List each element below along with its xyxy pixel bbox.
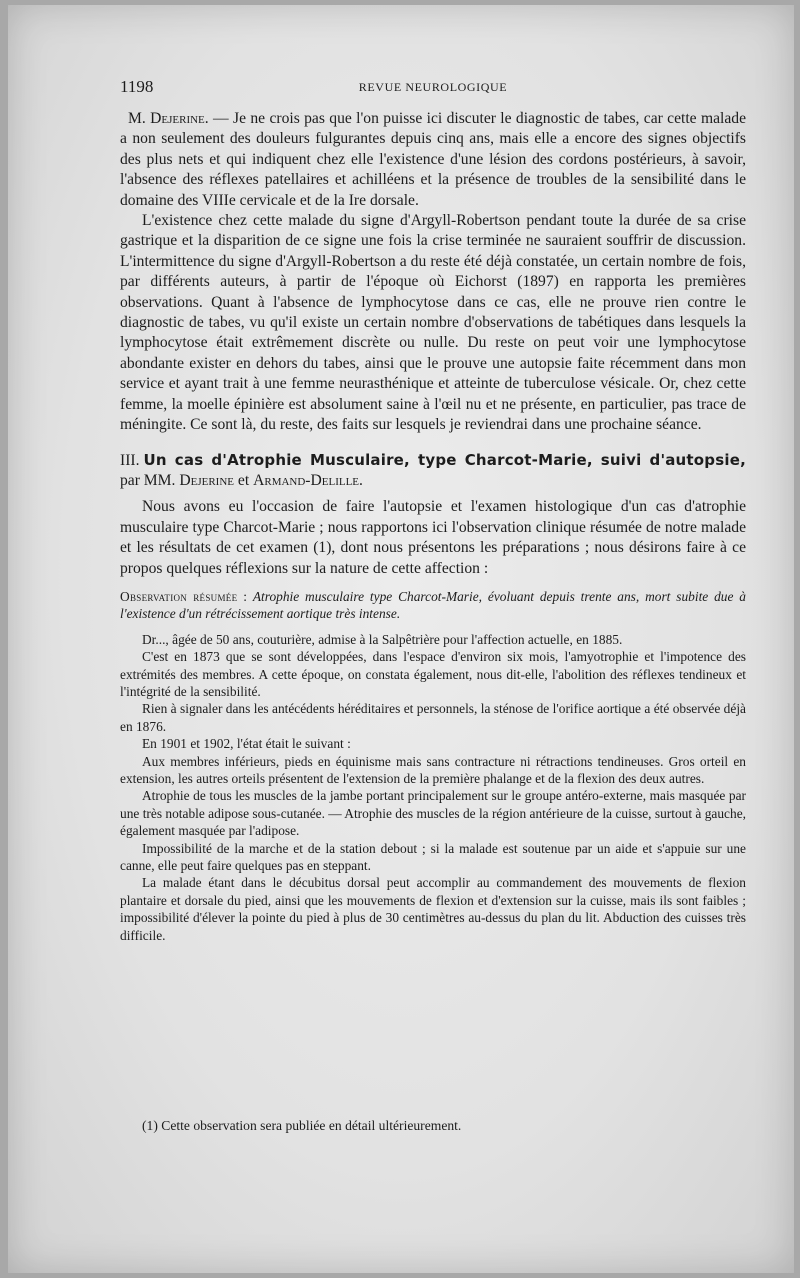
observation-heading: Observation résumée : Atrophie musculaire type Charcot-Marie, évoluant depuis trente ans, mort subite due à l'existence d'un rétrécissement aortique très intense. — [120, 588, 747, 622]
observation-paragraph: En 1901 et 1902, l'état était le suivant : — [142, 736, 351, 752]
section-intro: Nous avons eu l'occasion de faire l'autopsie et l'examen histologique d'un cas d'atrophie musculaire type Charcot-Marie ; nous rapportons ici l'observation clinique résumée de notre malade et les résultats de cet examen (1), dont nous présentons les préparations ; nous désirons faire à ce propos quelques réflexions sur la nature de cette affection : — [120, 498, 746, 577]
footnote: (1) Cette observation sera publiée en détail ultérieurement. — [142, 1118, 462, 1133]
observation-text — [120, 631, 746, 944]
section-author-1: Dejerine — [179, 471, 235, 489]
discussion-text-1: — Je ne crois pas que l'on puisse ici discuter le diagnostic de tabes, car cette malade a non seulement des douleurs fulgurantes depuis cinq ans, mais elle a encore des signes objectifs des plus nets et qui indiquent chez elle l'existence d'une lésion des cordons postérieurs, à savoir, l'absence des réflexes patellaires et achilléens et la présence de troubles de la sensibilité dans le domaine des VIIIe cervicale et de la Ire dorsale. — [120, 110, 746, 209]
observation-paragraph: C'est en 1873 que se sont développées, dans l'espace d'environ six mois, l'amyotrophie et l'impotence des extrémités des membres. A cette époque, on constata également, nous dit-elle, l'abolition des réflexes tendineux et l'intégrité de la sensibilité. — [120, 649, 746, 699]
article-body — [120, 109, 746, 944]
running-head — [120, 77, 746, 97]
section-number: III. — [120, 451, 140, 469]
observation-label: Observation résumée — [120, 588, 238, 604]
discussion-paragraph-1 — [120, 109, 746, 211]
observation-paragraph: Rien à signaler dans les antécédents héréditaires et personnels, la sténose de l'orifice aortique a été observée déjà en 1876. — [120, 701, 746, 734]
page-number: 1198 — [120, 77, 154, 96]
section-title: Un cas d'Atrophie Musculaire, type Charcot-Marie, suivi d'autopsie, — [143, 450, 746, 469]
observation-paragraph: Impossibilité de la marche et de la station debout ; si la malade est soutenue par un aide et s'appuie sur une canne, elle peut faire quelques pas en steppant. — [120, 840, 746, 874]
observation-paragraph: Aux membres inférieurs, pieds en équinisme mais sans contracture ni rétractions tendineuses. Gros orteil en extension, les autres orteils présentent de l'extension de la première phalange et de la flexion des deux autres. — [120, 753, 746, 786]
section-and: et — [237, 471, 250, 489]
speaker-name: M. Dejerine. — [128, 110, 209, 127]
discussion-paragraph-2: L'existence chez cette malade du signe d'Argyll-Robertson pendant toute la durée de sa crise gastrique et la disparition de ce signe une fois la crise terminée ne sauraient souffrir de discussion. L'intermittence du signe d'Argyll-Robertson a du reste été déjà constatée, un certain nombre de fois, par différents auteurs, à partir de l'époque où Eichorst (1897) en rapporta les premières observations. Quant à l'absence de lymphocytose dans ce cas, elle ne prouve rien contre le diagnostic de tabes, vu qu'il existe un certain nombre d'observations de tabétiques dans lesquels la lymphocytose était extrêmement discrète ou nulle. Du reste on peut voir une lymphocytose abondante exister en dehors du tabes, ainsi que le prouve une autopsie faite récemment dans mon service et ayant trait à une femme neurasthénique et atteinte de tuberculose vésicale. Or, chez cette femme, la moelle épinière est absolument saine à l'œil nu et ne présente, en particulier, pas trace de méningite. Ce sont là, du reste, des faits sur lesquels je reviendrai dans une prochaine séance. — [120, 212, 746, 434]
section-par: par MM. — [120, 471, 176, 489]
scanned-page — [8, 5, 794, 1273]
journal-title: REVUE NEUROLOGIQUE — [358, 80, 508, 94]
observation-paragraph: Dr..., âgée de 50 ans, couturière, admise à la Salpêtrière pour l'affection actuelle, en 1885. — [142, 631, 623, 647]
observation-paragraph: La malade étant dans le décubitus dorsal peut accomplir au commandement des mouvements de flexion plantaire et dorsale du pied, ainsi que les mouvements de flexion et d'extension sur la cuisse, mais ils sont faibles ; impossibilité d'élever la pointe du pied à plus de 30 centimètres au-dessus du plan du lit. Abduction des cuisses très difficile. — [120, 875, 746, 943]
observation-paragraph: Atrophie de tous les muscles de la jambe portant principalement sur le groupe antéro-externe, mais masquée par une très notable adipose sous-cutanée. — Atrophie des muscles de la région antérieure de la cuisse, surtout à gauche, également masquée par l'adipose. — [120, 788, 746, 839]
section-heading — [120, 450, 746, 492]
observation-title: Atrophie musculaire type Charcot-Marie, évoluant depuis trente ans, mort subite due à l'existence d'un rétrécissement aortique très intense. — [120, 588, 747, 622]
section-author-2: Armand-Delille. — [253, 471, 363, 489]
